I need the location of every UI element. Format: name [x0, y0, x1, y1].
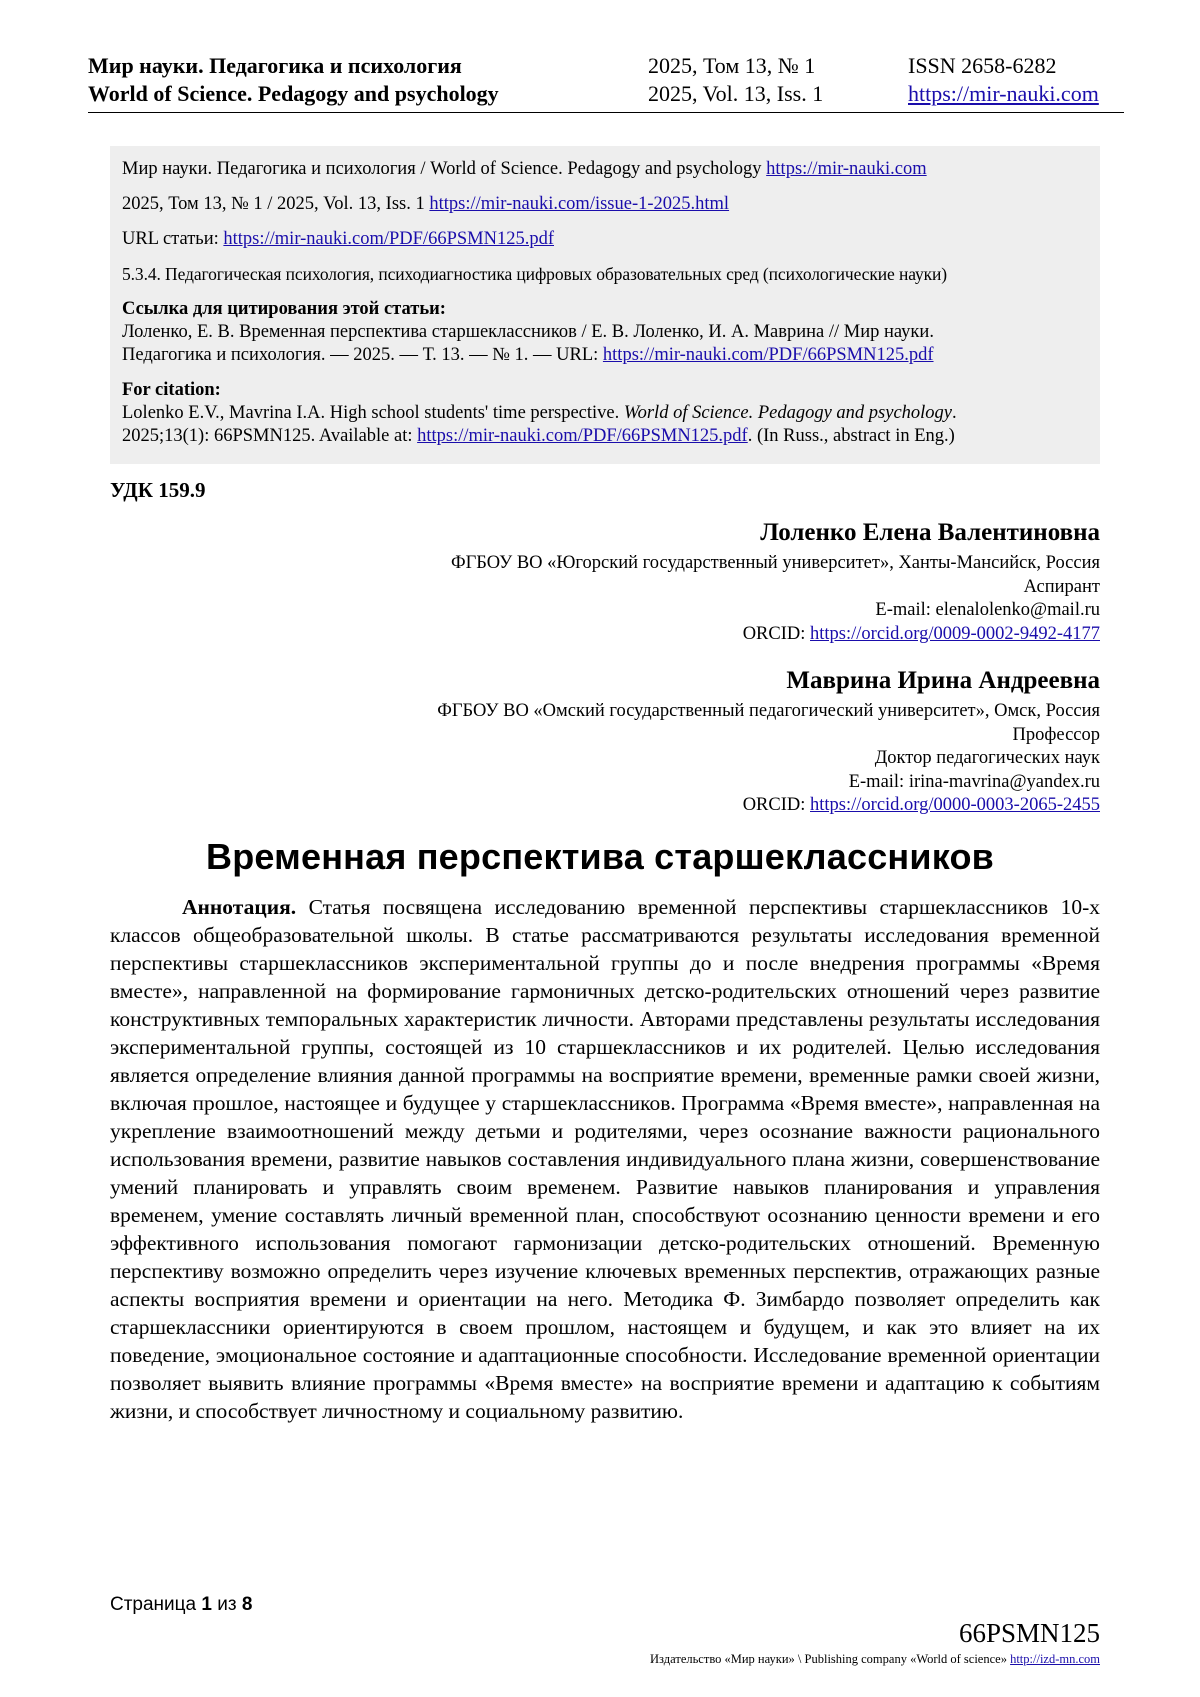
author-degree: Доктор педагогических наук: [874, 748, 1100, 768]
author-block-2: [437, 664, 1100, 818]
article-info-box: [110, 146, 1100, 464]
citation-ru-line1: Лоленко, Е. В. Временная перспектива старшеклассников / Е. В. Лоленко, И. А. Маврина // Мир науки.: [122, 322, 934, 342]
citation-ru-heading: Ссылка для цитирования этой статьи:: [122, 299, 446, 319]
page-total: 8: [241, 1594, 253, 1615]
info-journal-text: Мир науки. Педагогика и психология / World of Science. Pedagogy and psychology: [122, 159, 762, 179]
citation-en-text: Lolenko E.V., Mavrina I.A. High school students' time perspective.: [122, 403, 620, 423]
info-journal-link[interactable]: https://mir-nauki.com: [766, 159, 927, 179]
page-of: из: [217, 1594, 237, 1615]
citation-en-line1: [122, 402, 1088, 425]
author-orcid: [437, 794, 1100, 818]
author-orcid: [451, 623, 1100, 647]
abstract-text: Статья посвящена исследованию временной перспективы старшеклассников 10-х классов общеобразовательной школы. В статье рассматриваются результаты исследования временной перспективы старшеклассников экспериментальной группы до и после внедрения программы «Время вместе», направленной на формирование гармоничных детско-родительских отношений через развитие конструктивных темпоральных характеристик личности. Авторами представлены результаты исследования экспериментальной группы, состоящей из 10 старшеклассников и их родителей. Целью исследования является определение влияния данной программы на восприятие времени, временные рамки своей жизни, включая прошлое, настоящее и будущее у старшеклассников. Программа «Время вместе», направленная на укрепление взаимоотношений между детьми и родителями, через осознание важности рационального использования времени, развитие навыков составления индивидуального плана жизни, совершенствование умений планировать и управлять своим временем. Развитие навыков планирования и управления временем, умение составлять личный временной план, способствуют осознанию ценности времени и его эффективного использования помогают гармонизации детско-родительских отношений. Временную перспективу возможно определить через изучение ключевых временных перспектив, отражающих разные аспекты восприятия времени и ориентации на него. Методика Ф. Зимбардо позволяет определить как старшеклассники ориентируются в своем прошлом, настоящем и будущем, и как это влияет на их поведение, эмоциональное состояние и адаптационные способности. Исследование временной ориентации позволяет выявить влияние программы «Время вместе» на восприятие времени и адаптацию к событиям жизни, и способствует личностному и социальному развитию.: [110, 895, 1101, 1423]
info-article-url-line: [122, 228, 1088, 251]
page-current: 1: [201, 1594, 212, 1615]
author-affiliation: ФГБОУ ВО «Омский государственный педагогический университет», Омск, Россия: [437, 701, 1100, 721]
author-orcid-link[interactable]: https://orcid.org/0009-0002-9492-4177: [810, 623, 1100, 644]
info-issue-text: 2025, Том 13, № 1 / 2025, Vol. 13, Iss. 1: [122, 194, 425, 214]
site-link[interactable]: https://mir-nauki.com: [908, 81, 1099, 106]
author-name: Лоленко Елена Валентиновна: [760, 519, 1100, 546]
citation-en-line2: 2025;13(1): 66PSMN125. Available at:: [122, 426, 413, 446]
citation-en-period: .: [952, 403, 957, 423]
author-orcid-link[interactable]: https://orcid.org/0000-0003-2065-2455: [810, 795, 1100, 815]
citation-en-journal: World of Science. Pedagogy and psychology: [623, 403, 953, 423]
author-orcid-label: ORCID:: [742, 795, 806, 815]
abstract-label: Аннотация.: [182, 895, 297, 919]
citation-en-heading: For citation:: [122, 380, 221, 400]
header-row-en: [88, 80, 1124, 108]
citation-ru-link[interactable]: https://mir-nauki.com/PDF/66PSMN125.pdf: [602, 345, 934, 365]
citation-en-link[interactable]: https://mir-nauki.com/PDF/66PSMN125.pdf: [417, 426, 748, 446]
publisher-link[interactable]: http://izd-mn.com: [1010, 1652, 1100, 1666]
author-position: Профессор: [1012, 724, 1100, 745]
page-word: Страница: [110, 1594, 197, 1615]
page-counter: [110, 1594, 252, 1616]
info-article-url-label: URL статьи:: [122, 229, 219, 249]
author-email: E-mail: irina-mavrina@yandex.ru: [848, 771, 1100, 792]
citation-ru-line2-wrap: [122, 344, 1088, 367]
citation-en-line2-wrap: [122, 425, 1088, 448]
journal-header: [88, 52, 1124, 113]
info-journal-line: [122, 158, 1088, 181]
publisher-text: Издательство «Мир науки» \ Publishing company «World of science»: [650, 1652, 1007, 1666]
article-code: 66PSMN125: [958, 1618, 1100, 1648]
author-block-1: [451, 516, 1100, 646]
article-title: Временная перспектива старшеклассников: [206, 836, 994, 877]
author-name: Маврина Ирина Андреевна: [786, 667, 1100, 694]
author-position: Аспирант: [1023, 576, 1100, 597]
issue-en: 2025, Vol. 13, Iss. 1: [648, 81, 824, 106]
abstract: [110, 893, 1100, 1425]
header-row-ru: [88, 52, 1124, 80]
info-article-url-link[interactable]: https://mir-nauki.com/PDF/66PSMN125.pdf: [223, 229, 554, 249]
journal-name-ru: Мир науки. Педагогика и психология: [88, 53, 462, 78]
info-issue-line: [122, 193, 1088, 216]
citation-ru-line2: Педагогика и психология. — 2025. — Т. 13. — № 1. — URL:: [122, 345, 599, 365]
citation-en: [122, 379, 1088, 448]
citation-en-tail: . (In Russ., abstract in Eng.): [747, 426, 955, 446]
citation-ru: [122, 298, 1088, 367]
info-issue-link[interactable]: https://mir-nauki.com/issue-1-2025.html: [429, 194, 730, 214]
journal-name-en: World of Science. Pedagogy and psychology: [88, 81, 499, 106]
issue-ru: 2025, Том 13, № 1: [648, 53, 816, 78]
info-specialty: 5.3.4. Педагогическая психология, психодиагностика цифровых образовательных сред (психологические науки): [122, 264, 948, 284]
issn: ISSN 2658-6282: [908, 53, 1057, 78]
author-affiliation: ФГБОУ ВО «Югорский государственный университет», Ханты-Мансийск, Россия: [450, 553, 1100, 573]
udc-code: УДК 159.9: [110, 478, 206, 502]
author-email: E-mail: elenalolenko@mail.ru: [875, 600, 1100, 620]
publisher-line: [650, 1652, 1100, 1667]
author-orcid-label: ORCID:: [742, 623, 806, 644]
